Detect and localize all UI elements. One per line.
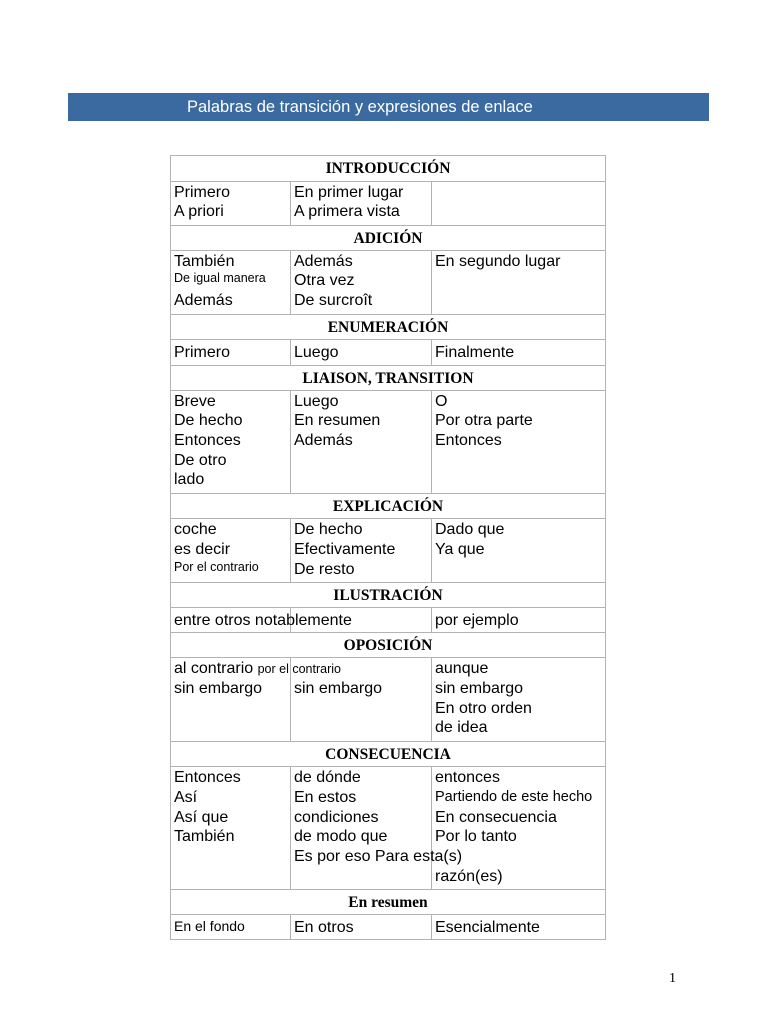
cell-text: Luego [294,393,339,410]
table-row [171,767,605,890]
cell-text: Así que [174,809,229,826]
table-cell [171,182,291,225]
table-cell [432,915,605,939]
cell-text: por ejemplo [435,612,519,629]
cell-text: A priori [174,203,224,220]
page-number: 1 [669,971,676,986]
cell-text: coche [174,521,217,538]
table-row [171,340,605,366]
cell-text: Luego [294,344,339,361]
cell-text: Primero [174,344,231,361]
cell-text: De otro [174,452,227,469]
section-heading-enumeracion: ENUMERACIÓN [171,315,605,340]
cell-text: Por el contrario [174,560,259,574]
cell-text: En el fondo [174,918,245,934]
cell-text: condiciones [294,809,379,826]
table-cell [291,391,432,493]
cell-text: Otra vez [294,272,355,289]
cell-text-part: por el contrario [257,662,341,676]
cell-text: Por lo tanto [435,828,517,845]
cell-text: Primero [174,184,231,201]
cell-text: sin embargo [435,680,524,697]
cell-text: Entonces [174,432,241,449]
table-cell [432,767,605,889]
cell-text: En estos [294,789,357,806]
cell-text: de idea [435,719,488,736]
table-cell [432,182,605,225]
cell-text: de modo que [294,828,388,845]
cell-text: Finalmente [435,344,515,361]
table-cell [291,767,463,889]
table-cell [432,391,605,493]
cell-text: De igual manera [174,271,266,285]
table-row [171,608,605,633]
cell-text: Además [174,292,233,309]
cell-text: Entonces [174,769,241,786]
table-row [171,391,605,494]
section-heading-adicion: ADICIÓN [171,226,605,251]
cell-text: Es por eso Para esta(s) [294,848,463,865]
transition-words-table [170,155,606,940]
document-title: Palabras de transición y expresiones de enlace [187,98,533,116]
table-cell [171,251,291,314]
table-cell [291,519,432,582]
cell-text: sin embargo [174,680,263,697]
cell-text: A primera vista [294,203,400,220]
cell-text: Así [174,789,198,806]
cell-text: Efectivamente [294,541,396,558]
cell-text: En consecuencia [435,809,557,826]
cell-text: Entonces [435,432,502,449]
cell-text: de dónde [294,769,361,786]
table-cell [171,767,291,889]
section-heading-ilustracion: ILUSTRACIÓN [171,583,605,608]
cell-text: En otros [294,919,354,936]
table-cell [432,251,605,314]
cell-text: lado [174,471,205,488]
cell-text: Además [294,253,353,270]
table-cell [171,340,291,365]
table-row [171,915,605,939]
cell-text: También [174,253,235,270]
table-cell [171,658,341,741]
table-cell [171,391,291,493]
cell-text: De resto [294,561,355,578]
table-cell [171,519,291,582]
title-banner [68,93,709,121]
section-heading-explicacion: EXPLICACIÓN [171,494,605,519]
section-heading-consecuencia: CONSECUENCIA [171,742,605,767]
cell-text: De hecho [294,521,363,538]
cell-text: En primer lugar [294,184,404,201]
section-heading-introduccion: INTRODUCCIÓN [171,156,605,182]
cell-text: Además [294,432,353,449]
cell-text [174,659,341,678]
cell-text: O [435,393,448,410]
cell-text: También [174,828,235,845]
cell-text: En otro orden [435,700,532,717]
cell-text: Por otra parte [435,412,533,429]
cell-text: razón(es) [435,868,503,885]
section-heading-en-resumen: En resumen [171,890,605,915]
cell-text-part: al contrario [174,660,254,677]
cell-text: De surcroît [294,292,373,309]
cell-text: aunque [435,660,489,677]
cell-text: sin embargo [294,680,383,697]
table-cell [432,519,605,582]
cell-text: Dado que [435,521,505,538]
cell-text: En segundo lugar [435,253,561,270]
table-cell [291,915,432,939]
table-cell [291,182,432,225]
table-cell [432,658,605,741]
table-row [171,519,605,583]
cell-text: es decir [174,541,231,558]
table-cell [291,251,432,314]
table-row [171,182,605,226]
cell-text: Esencialmente [435,919,540,936]
cell-text: Partiendo de este hecho [435,789,593,805]
table-cell [432,340,605,365]
table-row [171,251,605,315]
table-row [171,658,605,742]
table-cell [432,608,605,632]
cell-text: entonces [435,769,500,786]
cell-text: En resumen [294,412,381,429]
cell-text: De hecho [174,412,243,429]
table-cell [291,340,432,365]
cell-text: Breve [174,393,216,410]
section-heading-liaison-transition: LIAISON, TRANSITION [171,366,605,391]
section-heading-oposicion: OPOSICIÓN [171,633,605,658]
cell-text: entre otros notablemente [174,612,352,629]
table-cell [171,915,291,939]
cell-text: Ya que [435,541,485,558]
table-cell [171,608,352,632]
